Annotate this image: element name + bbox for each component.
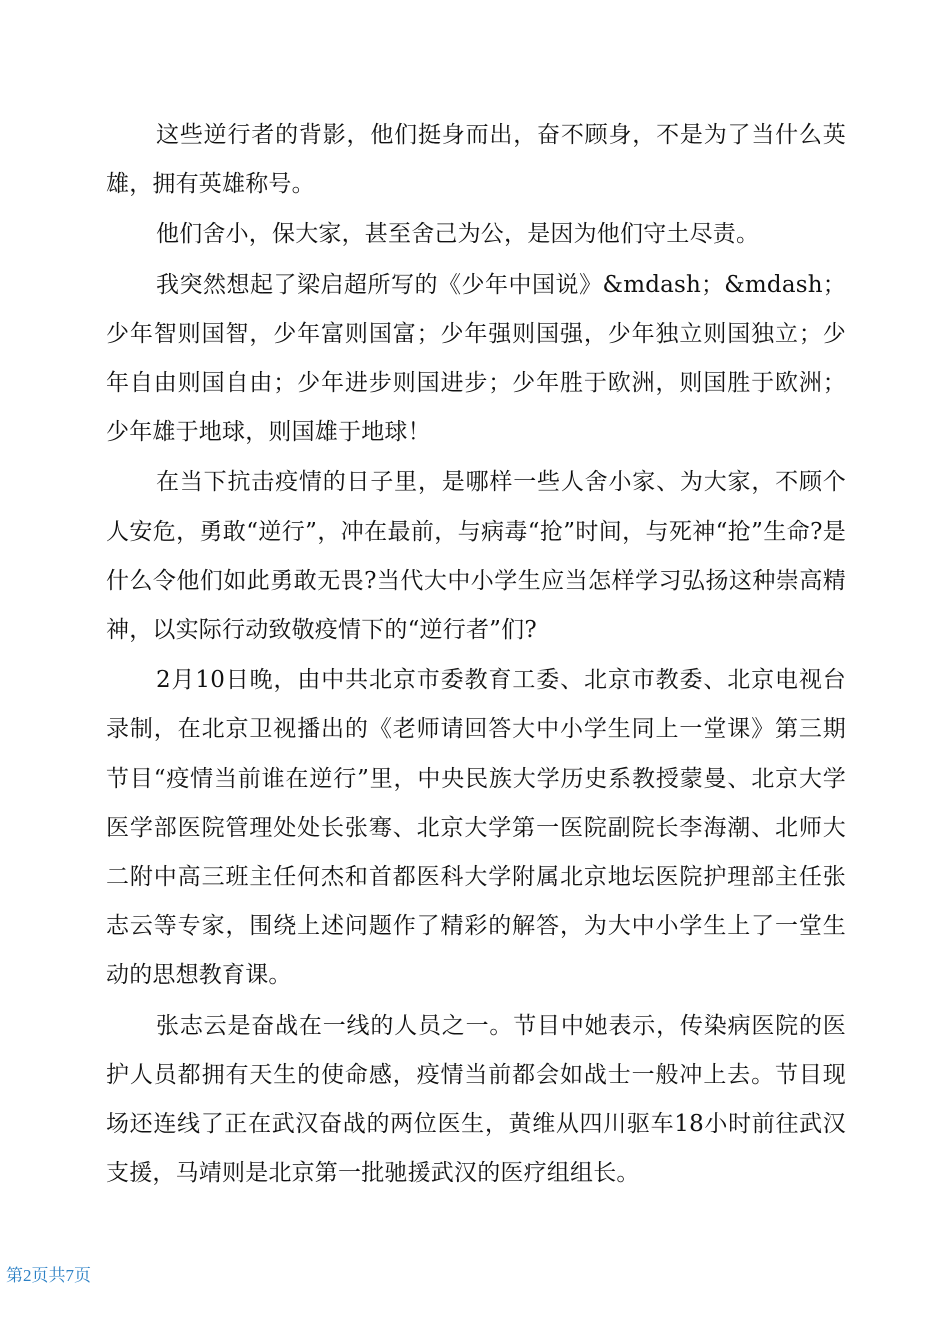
paragraph-6: 张志云是奋战在一线的人员之一。节目中她表示，传染病医院的医护人员都拥有天生的使命感，疫情当前都会如战士一般冲上去。节目现场还连线了正在武汉奋战的两位医生，黄维从四川驱车18小时前往武汉支援，马靖则是北京第一批驰援武汉的医疗组组长。 xyxy=(106,1012,846,1187)
paragraph-1: 这些逆行者的背影，他们挺身而出，奋不顾身，不是为了当什么英雄，拥有英雄称号。 xyxy=(106,122,846,198)
paragraph-4: 在当下抗击疫情的日子里，是哪样一些人舍小家、为大家，不顾个人安危，勇敢“逆行”，冲在最前，与病毒“抢”时间，与死神“抢”生命?是什么令他们如此勇敢无畏?当代大中小学生应当怎样学习弘扬这种崇高精神，以实际行动致敬疫情下的“逆行者”们? xyxy=(106,469,846,644)
paragraph-2: 他们舍小，保大家，甚至舍己为公，是因为他们守土尽责。 xyxy=(156,221,760,248)
paragraph-3: 我突然想起了梁启超所写的《少年中国说》&mdash；&mdash；少年智则国智，少年富则国富；少年强则国强，少年独立则国独立；少年自由则国自由；少年进步则国进步；少年胜于欧洲，则国胜于欧洲；少年雄于地球，则国雄于地球！ xyxy=(106,271,846,446)
document-body xyxy=(106,111,846,1199)
page-indicator: 第2页共7页 xyxy=(6,1266,91,1285)
paragraph-5: 2月10日晚，由中共北京市委教育工委、北京市教委、北京电视台录制，在北京卫视播出的《老师请回答大中小学生同上一堂课》第三期节目“疫情当前谁在逆行”里，中央民族大学历史系教授蒙曼、北京大学医学部医院管理处处长张骞、北京大学第一医院副院长李海潮、北师大二附中高三班主任何杰和首都医科大学附属北京地坛医院护理部主任张志云等专家，围绕上述问题作了精彩的解答，为大中小学生上了一堂生动的思想教育课。 xyxy=(106,667,846,989)
